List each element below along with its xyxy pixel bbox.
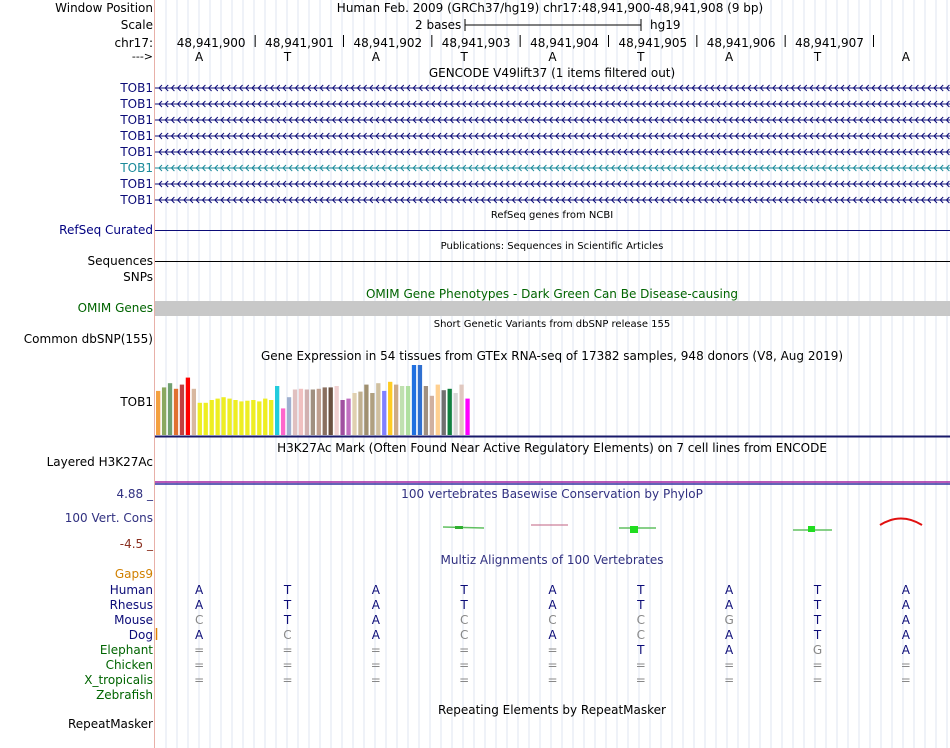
aligned-base: T (283, 613, 292, 627)
window-position-text: Human Feb. 2009 (GRCh37/hg19) chr17:48,941,900-48,941,908 (9 bp) (336, 1, 764, 15)
gencode-transcript-label[interactable]: TOB1 (120, 161, 153, 175)
species-label[interactable]: Mouse (114, 613, 153, 627)
reference-base: A (548, 50, 557, 64)
snps-label[interactable]: SNPs (123, 270, 153, 284)
reference-base: T (637, 50, 645, 64)
aligned-base: = (459, 643, 470, 657)
scale-label[interactable]: Scale (120, 18, 153, 32)
gtex-tissue-bar (448, 389, 452, 435)
gtex-tissue-bar (227, 399, 231, 435)
gencode-transcript-label[interactable]: TOB1 (120, 193, 153, 207)
gtex-tissue-bar (233, 400, 237, 435)
position-tick-label: 48,941,904 (530, 36, 599, 50)
reference-base: T (460, 50, 468, 64)
omim-title: OMIM Gene Phenotypes - Dark Green Can Be Disease-causing (365, 287, 739, 301)
aligned-base: A (371, 613, 380, 627)
phylop-signal (808, 526, 815, 532)
aligned-base: = (282, 658, 293, 672)
gtex-tissue-bar (263, 399, 267, 435)
gtex-tissue-bar (335, 386, 339, 435)
aligned-base: C (459, 628, 469, 642)
gencode-transcript-label[interactable]: TOB1 (120, 81, 153, 95)
gtex-tissue-bar (180, 385, 184, 435)
position-tick-label: 48,941,905 (618, 36, 688, 50)
species-label[interactable]: Elephant (99, 643, 153, 657)
aligned-base: T (813, 628, 822, 642)
gtex-tissue-bar (418, 365, 422, 435)
gtex-tissue-bar (251, 400, 255, 435)
phylop-label[interactable]: 100 Vert. Cons (64, 511, 153, 525)
aligned-base: = (724, 658, 735, 672)
gtex-tissue-bar (358, 392, 362, 435)
aligned-base: A (195, 598, 204, 612)
gtex-tissue-bar (192, 389, 196, 435)
omim-label[interactable]: OMIM Genes (77, 301, 153, 315)
position-tick-label: 48,941,901 (265, 36, 334, 50)
gtex-tissue-bar (388, 382, 392, 435)
gtex-tissue-bar (269, 400, 273, 435)
position-tick-label: 48,941,903 (441, 36, 511, 50)
gtex-tissue-bar (323, 387, 327, 435)
position-tick-label: 48,941,907 (795, 36, 864, 50)
aligned-base: C (194, 613, 204, 627)
reference-base: A (725, 50, 734, 64)
aligned-base: T (460, 583, 468, 597)
dbsnp-title: Short Genetic Variants from dbSNP release 155 (433, 319, 671, 330)
aligned-base: A (725, 583, 734, 597)
phylop-signal (443, 527, 484, 528)
aligned-base: A (548, 628, 557, 642)
gtex-tissue-bar (174, 389, 178, 435)
aligned-base: T (283, 598, 292, 612)
gtex-tissue-bar (311, 390, 315, 436)
species-label[interactable]: Dog (128, 628, 153, 642)
omim-gene-band (155, 301, 950, 316)
gencode-transcript-label[interactable]: TOB1 (120, 113, 153, 127)
aligned-base: A (901, 598, 910, 612)
gtex-tissue-bar (406, 386, 410, 435)
aligned-base: = (459, 673, 470, 687)
gtex-tissue-bar (442, 390, 446, 435)
dbsnp-label[interactable]: Common dbSNP(155) (23, 332, 153, 346)
gtex-tissue-bar (424, 386, 428, 435)
gtex-tissue-bar (287, 397, 291, 435)
aligned-base: T (283, 583, 292, 597)
species-label[interactable]: X_tropicalis (84, 673, 153, 687)
aligned-base: A (725, 643, 734, 657)
reference-base: A (195, 50, 204, 64)
aligned-base: A (371, 598, 380, 612)
publications-label[interactable]: Sequences (87, 254, 153, 268)
phylop-max-label: 4.88 _ (116, 487, 153, 501)
reference-base: T (283, 50, 292, 64)
gtex-tissue-bar (168, 383, 172, 435)
gencode-transcript-label[interactable]: TOB1 (120, 97, 153, 111)
aligned-base: = (194, 643, 205, 657)
gtex-tissue-bar (186, 378, 190, 435)
gtex-tissue-bar (299, 389, 303, 435)
reference-base: T (813, 50, 822, 64)
gtex-tissue-bar (239, 401, 243, 435)
position-tick-label: 48,941,906 (706, 36, 776, 50)
aligned-base: C (459, 613, 469, 627)
aligned-base: A (725, 628, 734, 642)
phylop-title: 100 vertebrates Basewise Conservation by PhyloP (401, 487, 703, 501)
aligned-base: = (635, 673, 646, 687)
aligned-base: = (370, 673, 381, 687)
species-label[interactable]: Human (109, 583, 153, 597)
aligned-base: = (194, 673, 205, 687)
gtex-tissue-bar (400, 386, 404, 435)
aligned-base: T (813, 583, 822, 597)
gtex-tissue-bar (162, 387, 166, 435)
gtex-tissue-bar (221, 397, 225, 435)
aligned-base: G (724, 613, 734, 627)
aligned-base: A (548, 598, 557, 612)
aligned-base: A (901, 643, 910, 657)
gencode-title: GENCODE V49lift37 (1 items filtered out) (428, 66, 676, 80)
gtex-tissue-bar (329, 387, 333, 435)
gtex-tissue-bar (257, 401, 261, 435)
gaps-label[interactable]: Gaps9 (114, 567, 153, 581)
aligned-base: A (195, 628, 204, 642)
aligned-base: C (636, 628, 646, 642)
species-label[interactable]: Zebrafish (96, 688, 153, 702)
scale-bases: 2 bases (415, 18, 462, 32)
h3k27ac-title: H3K27Ac Mark (Often Found Near Active Regulatory Elements) on 7 cell lines from ENCODE (277, 441, 827, 455)
aligned-base: T (637, 598, 645, 612)
aligned-base: = (282, 673, 293, 687)
reference-base: A (371, 50, 380, 64)
aligned-base: = (900, 658, 911, 672)
gtex-tissue-bar (216, 399, 220, 435)
gtex-tissue-bar (465, 399, 469, 435)
aligned-base: A (901, 613, 910, 627)
gtex-tissue-bar (204, 403, 208, 435)
aligned-base: = (724, 673, 735, 687)
publications-title: Publications: Sequences in Scientific Articles (440, 241, 664, 252)
gencode-transcript-label[interactable]: TOB1 (120, 129, 153, 143)
gtex-tissue-bar (340, 400, 344, 435)
aligned-base: A (901, 583, 910, 597)
aligned-base: A (901, 628, 910, 642)
aligned-base: C (548, 613, 557, 627)
gtex-tissue-bar (459, 385, 463, 435)
gtex-tissue-bar (210, 400, 214, 435)
aligned-base: = (635, 658, 646, 672)
h3k27ac-label[interactable]: Layered H3K27Ac (46, 455, 153, 469)
aligned-base: T (813, 598, 822, 612)
phylop-signal (630, 526, 638, 533)
gtex-tissue-bar (346, 399, 350, 435)
phylop-signal (880, 519, 922, 526)
aligned-base: = (900, 673, 911, 687)
aligned-base: = (547, 643, 558, 657)
reference-base: A (901, 50, 910, 64)
gtex-tissue-bar (156, 391, 160, 435)
chrom-label[interactable]: chr17: (114, 36, 153, 50)
aligned-base: = (194, 658, 205, 672)
gtex-tissue-bar (382, 391, 386, 435)
aligned-base: = (812, 673, 823, 687)
gtex-title: Gene Expression in 54 tissues from GTEx RNA-seq of 17382 samples, 948 donors (V8, Aug 2019) (260, 349, 844, 363)
gtex-tissue-bar (430, 396, 434, 435)
gencode-transcript-label[interactable]: TOB1 (120, 177, 153, 191)
refseq-label[interactable]: RefSeq Curated (59, 223, 153, 237)
aligned-base: = (459, 658, 470, 672)
gtex-tissue-bar (305, 390, 309, 436)
repeatmasker-title: Repeating Elements by RepeatMasker (438, 703, 666, 717)
refseq-title: RefSeq genes from NCBI (490, 210, 614, 221)
aligned-base: A (371, 628, 380, 642)
aligned-base: T (813, 613, 822, 627)
window-position-label[interactable]: Window Position (55, 1, 153, 15)
gtex-tissue-bar (364, 385, 368, 435)
gtex-tissue-bar (281, 408, 285, 435)
gtex-tissue-bar (412, 365, 416, 435)
phylop-min-label: -4.5 _ (119, 537, 153, 551)
aligned-base: = (370, 658, 381, 672)
gtex-tissue-bar (436, 385, 440, 435)
aligned-base: G (812, 643, 823, 657)
repeatmasker-label[interactable]: RepeatMasker (67, 717, 153, 731)
aligned-base: A (195, 583, 204, 597)
aligned-base: = (547, 673, 558, 687)
multiz-title: Multiz Alignments of 100 Vertebrates (440, 553, 664, 567)
aligned-base: A (548, 583, 557, 597)
aligned-base: = (547, 658, 558, 672)
gtex-tissue-bar (454, 393, 458, 435)
phylop-signal (455, 526, 463, 529)
aligned-base: = (812, 658, 823, 672)
aligned-base: = (370, 643, 381, 657)
gtex-tissue-bar (317, 389, 321, 435)
gtex-tissue-bar (275, 386, 279, 435)
aligned-base: C (283, 628, 292, 642)
gtex-tissue-bar (293, 390, 297, 436)
aligned-base: T (637, 643, 645, 657)
gtex-tissue-bar (198, 403, 202, 435)
aligned-base: A (725, 598, 734, 612)
aligned-base: T (460, 598, 468, 612)
species-label[interactable]: Rhesus (109, 598, 153, 612)
position-tick-label: 48,941,902 (353, 36, 423, 50)
aligned-base: T (637, 583, 645, 597)
aligned-base: A (371, 583, 380, 597)
gtex-tissue-bar (245, 401, 249, 435)
gencode-transcript-label[interactable]: TOB1 (120, 145, 153, 159)
gtex-tissue-bar (376, 383, 380, 435)
gtex-tissue-bar (352, 393, 356, 435)
species-label[interactable]: Chicken (105, 658, 153, 672)
gtex-tissue-bar (370, 393, 374, 435)
gtex-label[interactable]: TOB1 (120, 395, 153, 409)
position-tick-label: 48,941,900 (176, 36, 246, 50)
scale-assembly: hg19 (650, 18, 681, 32)
gtex-tissue-bar (394, 385, 398, 435)
strand-label[interactable]: ---> (131, 50, 153, 63)
aligned-base: = (282, 643, 293, 657)
aligned-base: C (636, 613, 646, 627)
